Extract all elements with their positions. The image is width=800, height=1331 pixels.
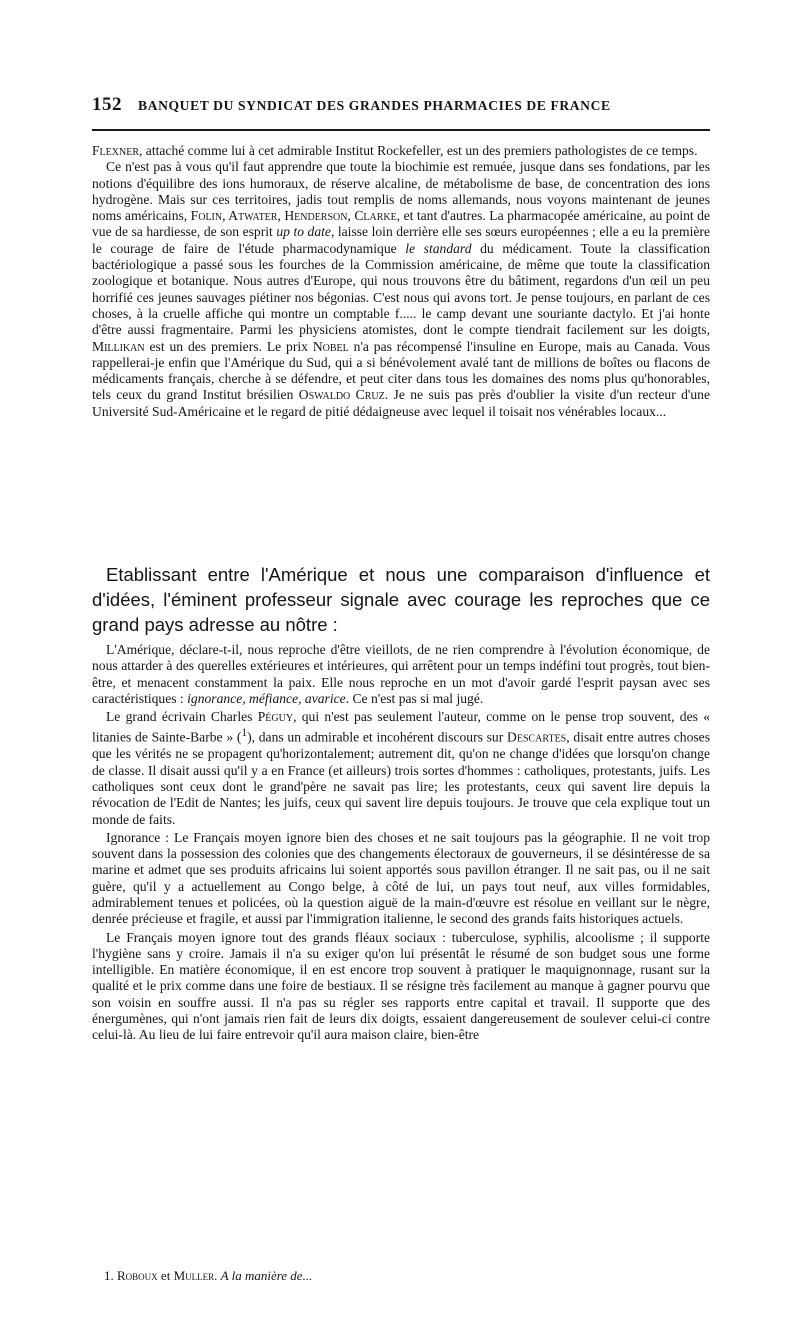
name-descartes: Descartes: [507, 730, 567, 746]
intro-text: Etablissant entre l'Amérique et nous une comparaison d'influence et d'idées, l'éminent professeur signale avec courage les reproches que ce grand pays adresse au nôtre :: [92, 564, 710, 635]
paragraph-flexner: [92, 143, 710, 159]
italic-traits: ignorance, méfiance, avarice: [187, 690, 346, 706]
intro-paragraph: [92, 562, 710, 637]
paragraph-text: Ce n'est pas à vous qu'il faut apprendre que toute la biochimie est remuée, jusque dans ses fondations, par les notions d'équilibre des ions humoraux, de réserve alcaline, de métabolisme de base, de concentration des ions hydrogène. Mais sur ces territoires, jadis tout remplis de noms allemands, nous voyons maintenant de jeunes noms américains,: [92, 159, 710, 224]
paragraph-text: , qui n'est pas seulement l'auteur, comme on le pense trop souvent, des « litanies de Sainte-Barbe » (: [92, 709, 710, 746]
paragraph-text: , laisse loin derrière elle ses sœurs européennes ; elle a eu la première le courage de faire de l'étude pharmacodynamique: [92, 224, 710, 256]
quoted-speech: [92, 642, 710, 1046]
footnote-text: et: [157, 1268, 174, 1283]
running-title: BANQUET DU SYNDICAT DES GRANDES PHARMACIES DE FRANCE: [138, 98, 611, 113]
paragraph-biochemistry: [92, 159, 710, 420]
paragraph-text: du médicament. Toute la classification bactériologique a passé sous les fourches de la Commission américaine, de même que toute la classification zoologique et botanique. Nous autres d'Europe, qui nous trouvons être du bâtiment, regardons d'un œil un peu horrifié ces jeunes sauvages piétiner nos bégonias. C'est nous qui avons tort. Je pense toujours, en parlant de ces choses, à la cruelle affiche qui montre un comptable f..... le camp devant une souriante dactylo. Et j'ai honte d'être aussi fragmentaire. Parmi les physiciens atomistes, dont le compte tiendrait facilement sur les doigts,: [92, 240, 710, 338]
quote-paragraph-2: [92, 709, 710, 828]
paragraph-text: , attaché comme lui à cet admirable Institut Rockefeller, est un des premiers pathologistes de ce temps.: [139, 143, 698, 158]
footnote-reference[interactable]: 1: [241, 727, 248, 740]
paragraph-text: , disait entre autres choses que les vérités ne se propagent qu'horizontalement; autrement dit, qu'on ne change d'idées que lorsqu'on change de classe. Il disait aussi qu'il y a en France (et ailleurs) trois sortes d'hommes : catholiques, protestants, juifs. Les catholiques sont ceux dont le grand'père ne savait pas lire; les protestants, ceux qui savent lire depuis la révocation de l'Edit de Nantes; les juifs, ceux qui savent lire depuis toujours. Je trouve que cela explique tout un monde de faits.: [92, 730, 710, 827]
name-nobel: Nobel: [312, 338, 349, 354]
quote-paragraph-1: [92, 642, 710, 707]
footnote-title: A la manière de...: [220, 1268, 313, 1283]
paragraph-text: , et tant d'autres. La pharmacopée américaine, au point de vue de sa hardiesse, de son esprit: [92, 208, 710, 240]
footnote-author: Muller: [173, 1268, 215, 1283]
name-peguy: Péguy: [257, 709, 294, 725]
paragraph-text: L'Amérique, déclare-t-il, nous reproche d'être vieillots, de ne rien comprendre à l'évolution économique, de nous attarder à des querelles extérieures et intérieures, qui arrêtent pour un temps indéfini tout progrès, tout bien-être, et menacent constamment la paix. Elle nous reproche en un mot d'avoir gardé l'esprit paysan avec ses caractéristiques :: [92, 642, 710, 706]
paragraph-text: n'a pas récompensé l'insuline en Europe, mais au Canada. Vous rappellerai-je enfin que l'Amérique du Sud, qui a si bénévolement avalé tant de millions de boîtes ou flacons de médicaments français, cherche à se défendre, et peut citer dans tous les domaines des noms plus qu'honorables, tels ceux du grand Institut brésilien: [92, 338, 711, 403]
quote-paragraph-4: Le Français moyen ignore tout des grands fléaux sociaux : tuberculose, syphilis, alcoolisme ; il supporte l'hygiène sans y croire. Jamais il n'a su exiger qu'on lui présentât le résumé de son budget sous une forme intelligible. En matière économique, il en est encore trop souvent à pratiquer le maquignonnage, rusant sur la qualité et le prix comme dans une foire de bestiaux. Il se résigne très facilement au manque à gagner pourvu que son voisin en souffre aussi. Il n'a pas su régler ses rapports entre capital et travail. Il supporte que des énergumènes, qui n'ont jamais rien fait de leurs dix doigts, essaient dangereusement de soulever celui-ci contre celui-là. Au lieu de lui faire entrevoir qu'il aura maison claire, bien-être: [92, 929, 710, 1043]
footnote-text: .: [214, 1268, 221, 1283]
names-american: Folin, Atwater, Henderson, Clarke: [190, 208, 397, 224]
paragraph-text: . Je ne suis pas près d'oublier la visite d'un recteur d'une Université Sud-Américaine et le regard de pitié dédaigneuse avec lequel il toisait nos vénérables locaux...: [92, 387, 710, 419]
italic-up-to-date: up to date: [276, 224, 331, 240]
footnote: [104, 1268, 704, 1284]
footnote-number: 1.: [104, 1268, 114, 1283]
page-header: [92, 94, 710, 120]
paragraph-text: est un des premiers. Le prix: [144, 338, 313, 354]
page-number: 152: [92, 94, 122, 115]
paragraph-text: . Ce n'est pas si mal jugé.: [345, 690, 484, 706]
name-millikan: Millikan: [92, 338, 145, 354]
quote-paragraph-3: Ignorance : Le Français moyen ignore bien des choses et ne sait toujours pas la géographie. Il ne voit trop souvent dans la possession des colonies que des changements électoraux de gouverneurs, il se désintéresse de sa marine et admet que ses produits africains lui soient apportés sous pavillon étranger. Il ne sait pas, ou il ne sait guère, qu'il y a actuellement au Congo belge, à côté de lui, un pays tout neuf, aux villes formidables, admirablement tenues et policées, où la question aiguë de la main-d'œuvre est résolue en veillant sur le nègre, denrée précieuse et fragile, et aussi par l'immigration italienne, le second des grands faits historiques actuels.: [92, 829, 710, 927]
name-flexner: Flexner: [92, 143, 139, 158]
paragraph-text: Le grand écrivain Charles: [106, 709, 258, 725]
italic-standard: le standard: [405, 240, 472, 256]
main-text: [92, 143, 710, 420]
paragraph-text: ), dans un admirable et incohérent discours sur: [247, 730, 508, 746]
header-rule: [92, 129, 710, 131]
footnote-author: Roboux: [117, 1268, 158, 1283]
name-oswaldo-cruz: Oswaldo Cruz: [298, 387, 385, 403]
